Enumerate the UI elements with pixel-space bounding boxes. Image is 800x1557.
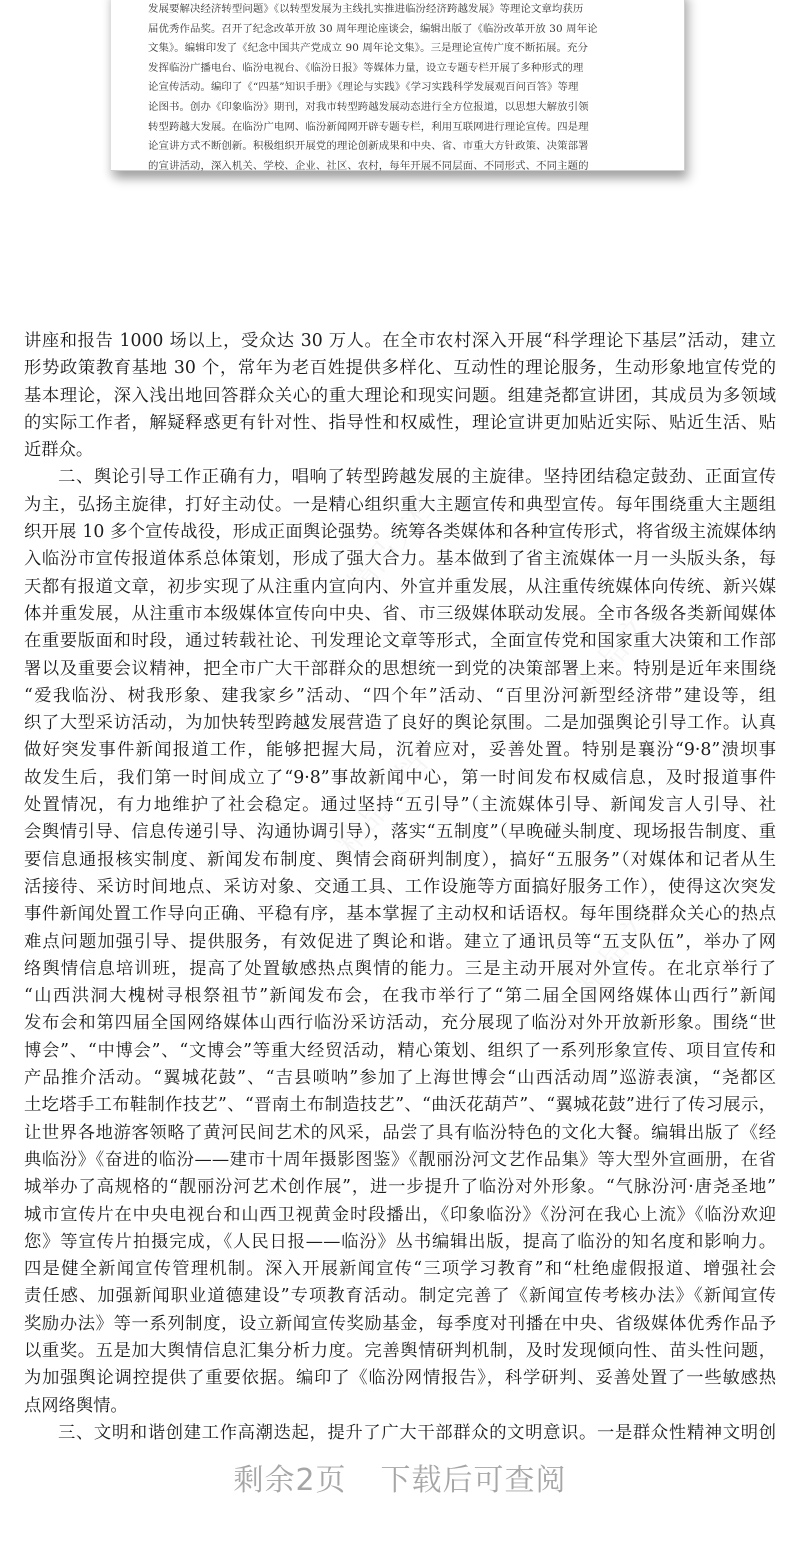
document-line: 二、舆论引导工作正确有力，唱响了转型跨越发展的主旋律。坚持团结稳定鼓劲、正面宣传 xyxy=(58,467,776,488)
document-body xyxy=(24,328,776,1447)
document-line: 责任感、加强新闻职业道德建设”专项教育活动。制定完善了《新闻宣传考核办法》《新闻宣传 xyxy=(24,1286,776,1307)
document-line: 署以及重要会议精神，把全市广大干部群众的思想统一到党的决策部署上来。特别是近年来围绕 xyxy=(24,658,776,679)
document-line: 会舆情引导、信息传递引导、沟通协调引导），落实“五制度”（早晚碰头制度、现场报告制度、重 xyxy=(24,822,776,843)
document-line: 您》等宣传片拍摄完成，《人民日报——临汾》丛书编辑出版，提高了临汾的知名度和影响力。 xyxy=(24,1231,776,1252)
document-line: 活接待、采访时间地点、采访对象、交通工具、工作设施等方面搞好服务工作），使得这次突发 xyxy=(24,876,776,897)
watermark: 精品文档 xyxy=(330,747,435,862)
document-line: 产品推介活动。“翼城花鼓”、“吉县唢呐”参加了上海世博会“山西活动周”巡游表演，“尧都区 xyxy=(24,1068,776,1089)
document-line: 入临汾市宣传报道体系总体策划，形成了强大合力。基本做到了省主流媒体一月一头版头条，每 xyxy=(24,549,776,570)
document-line: 的实际工作者，解疑释惑更有针对性、指导性和权威性，理论宣讲更加贴近实际、贴近生活、贴 xyxy=(24,412,776,433)
preview-page-card xyxy=(111,0,685,171)
document-line: 织了大型采访活动，为加快转型跨越发展营造了良好的舆论氛围。二是加强舆论引导工作。认真 xyxy=(24,713,776,734)
document-line: 做好突发事件新闻报道工作，能够把握大局，沉着应对，妥善处置。特别是襄汾“9·8”溃坝事 xyxy=(24,740,776,761)
document-line: 络舆情信息培训班，提高了处置敏感热点舆情的能力。三是主动开展对外宣传。在北京举行了 xyxy=(24,958,776,979)
document-line: 形势政策教育基地 30 个，常年为老百姓提供多样化、互动性的理论服务，生动形象地宣传党的 xyxy=(24,358,776,379)
document-line: 土圪塔手工布鞋制作技艺”、“晋南土布制造技艺”、“曲沃花葫芦”、“翼城花鼓”进行了传习展示， xyxy=(24,1095,776,1116)
document-line: 三、文明和谐创建工作高潮迭起，提升了广大干部群众的文明意识。一是群众性精神文明创 xyxy=(58,1422,776,1443)
preview-line: 论图书。创办《印象临汾》期刊，对我市转型跨越发展动态进行全方位报道，以思想大解放引领 xyxy=(148,100,589,113)
watermark: 精品文档 xyxy=(570,587,675,702)
download-to-view-label[interactable]: 下载后可查阅 xyxy=(380,1463,567,1498)
remaining-pages-label[interactable]: 剩余2页 xyxy=(233,1463,347,1498)
document-line: 织开展 10 多个宣传战役，形成正面舆论强势。统筹各类媒体和各种宣传形式，将省级主流媒体纳 xyxy=(24,522,776,543)
document-line: 处置情况，有力地维护了社会稳定。通过坚持“五引导”（主流媒体引导、新闻发言人引导、社 xyxy=(24,795,776,816)
watermark: 精品文档 xyxy=(340,487,445,602)
document-line: 让世界各地游客领略了黄河民间艺术的风采，品尝了具有临汾特色的文化大餐。编辑出版了《经 xyxy=(24,1122,776,1143)
document-line: “爱我临汾、树我形象、建我家乡”活动、“四个年”活动、“百里汾河新型经济带”建设等，组 xyxy=(24,685,776,706)
document-line: 发布会和第四届全国网络媒体山西行临汾采访活动，充分展现了临汾对外开放新形象。围绕“世 xyxy=(24,1013,776,1034)
document-line: 难点问题加强引导、提供服务，有效促进了舆论和谐。建立了通讯员等“五支队伍”，举办了网 xyxy=(24,931,776,952)
preview-line: 届优秀作品奖。召开了纪念改革开放 30 周年理论座谈会，编辑出版了《临汾改革开放 30 周年论 xyxy=(148,22,598,35)
document-line: 为主，弘扬主旋律，打好主动仗。一是精心组织重大主题宣传和典型宣传。每年围绕重大主题组 xyxy=(24,494,776,515)
document-line: 事件新闻处置工作导向正确、平稳有序，基本掌握了主动权和话语权。每年围绕群众关心的热点 xyxy=(24,904,776,925)
document-line: 讲座和报告 1000 场以上，受众达 30 万人。在全市农村深入开展“科学理论下基层”活动，建立 xyxy=(24,331,776,351)
document-line: 典临汾》《奋进的临汾——建市十周年摄影图鉴》《靓丽汾河文艺作品集》等大型外宣画册，在省 xyxy=(24,1149,776,1170)
preview-line: 论宣讲方式不断创新。积极组织开展党的理论创新成果和中央、省、市重大方针政策、决策部署 xyxy=(148,140,589,153)
document-line: 天都有报道文章，初步实现了从注重内宣向内、外宣并重发展，从注重传统媒体向传统、新兴媒 xyxy=(24,576,776,597)
document-line: 故发生后，我们第一时间成立了“9·8”事故新闻中心，第一时间发布权威信息，及时报道事件 xyxy=(24,767,776,788)
document-line: 为加强舆论调控提供了重要依据。编印了《临汾网情报告》，科学研判、妥善处置了一些敏感热 xyxy=(24,1368,776,1389)
document-line: 以重奖。五是加大舆情信息汇集分析力度。完善舆情研判机制，及时发现倾向性、苗头性问题， xyxy=(24,1340,776,1361)
preview-page-text xyxy=(148,0,648,176)
preview-line: 发挥临汾广播电台、临汾电视台、《临汾日报》等媒体力量，设立专题专栏开展了多种形式的理 xyxy=(148,61,584,74)
document-line: 城举办了高规格的“靓丽汾河艺术创作展”，进一步提升了临汾对外形象。“气脉汾河·唐尧圣地” xyxy=(24,1177,776,1198)
document-line: 四是健全新闻宣传管理机制。深入开展新闻宣传“三项学习教育”和“杜绝虚假报道、增强社会 xyxy=(24,1259,776,1280)
document-line: “山西洪洞大槐树寻根祭祖节”新闻发布会，在我市举行了“第二届全国网络媒体山西行”新闻 xyxy=(24,986,776,1007)
document-line: 要信息通报核实制度、新闻发布制度、舆情会商研判制度），搞好“五服务”（对媒体和记者从生 xyxy=(24,849,776,870)
watermark: 精品文档 xyxy=(570,887,675,1002)
document-line: 基本理论，深入浅出地回答群众关心的重大理论和现实问题。组建尧都宣讲团，其成员为多领域 xyxy=(24,385,776,406)
document-line: 体并重发展，从注重市本级媒体宣传向中央、省、市三级媒体联动发展。全市各级各类新闻媒体 xyxy=(24,603,776,624)
preview-line: 论宣传活动。编印了《“四基”知识手册》《理论与实践》《学习实践科学发展观百问百答》等理 xyxy=(148,81,579,94)
document-line: 近群众。 xyxy=(24,440,94,461)
preview-line: 发展要解决经济转型问题》《以转型发展为主线扎实推进临汾经济跨越发展》等理论文章均获历 xyxy=(148,3,584,15)
preview-line: 的宣讲活动，深入机关、学校、企业、社区、农村，每年开展不同层面、不同形式、不同主题的 xyxy=(148,159,589,172)
document-line: 在重要版面和时段，通过转载社论、刊发理论文章等形式，全面宣传党和国家重大决策和工作部 xyxy=(24,631,776,652)
document-line: 博会”、“中博会”、“文博会”等重大经贸活动，精心策划、组织了一系列形象宣传、项目宣传和 xyxy=(24,1040,776,1061)
document-line: 奖励办法》等一系列制度，设立新闻宣传奖励基金，每季度对刊播在中央、省级媒体优秀作品予 xyxy=(24,1313,776,1334)
preview-line: 文集》。编辑印发了《纪念中国共产党成立 90 周年论文集》。三是理论宣传广度不断拓展。充分 xyxy=(148,42,588,55)
document-line: 点网络舆情。 xyxy=(24,1395,128,1416)
preview-line: 转型跨越大发展。在临汾广电网、临汾新闻网开辟专题专栏，利用互联网进行理论宣传。四是理 xyxy=(148,120,589,133)
document-line: 城市宣传片在中央电视台和山西卫视黄金时段播出，《印象临汾》《汾河在我心上流》《临汾欢迎 xyxy=(24,1204,776,1225)
remaining-pages-banner[interactable] xyxy=(0,1455,800,1499)
